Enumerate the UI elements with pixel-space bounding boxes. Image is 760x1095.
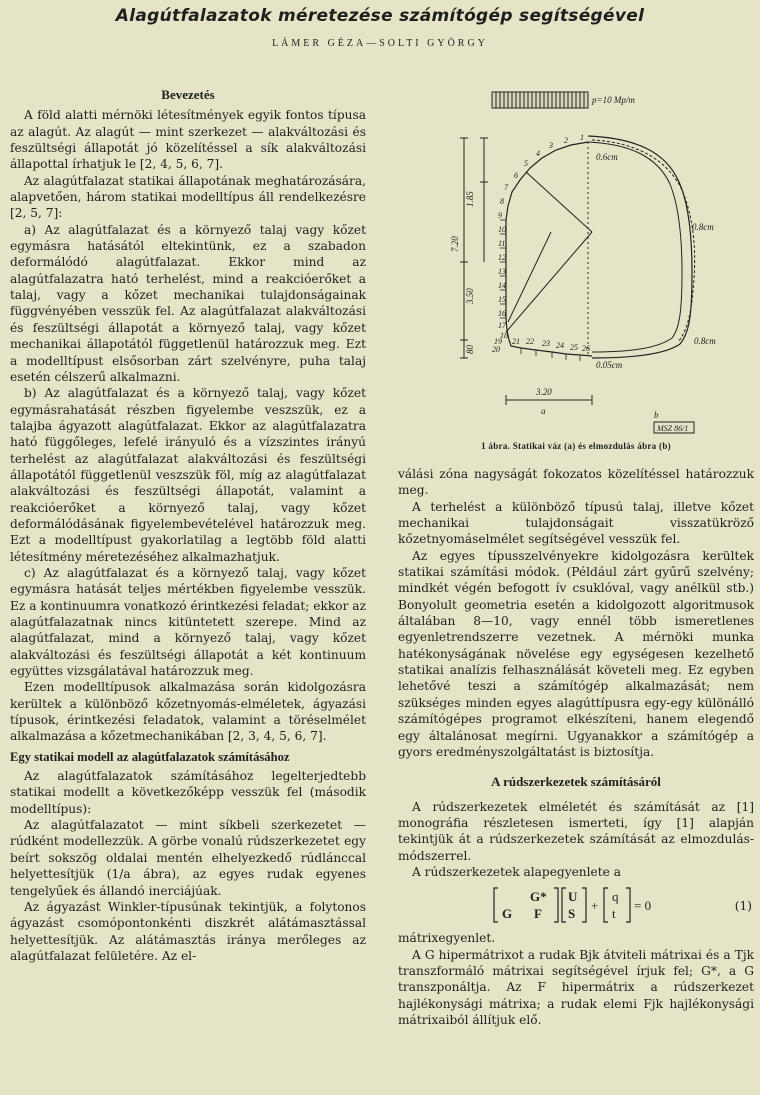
node-label: 10 xyxy=(498,225,506,234)
node-label: 9 xyxy=(498,211,502,220)
figure-drawing xyxy=(396,82,756,462)
paragraph: Az egyes típusszelvényekre kidolgozásra kerültek statikai számítási módok. (Például zárt gyűrű szelvény; mindkét végén befogott ív csuklóval, vagy anélkül stb.) Bonyolult geometria esetén a kidolgozott algoritmusok általában 8—10, vagy ennél több ismeretlenes egyenletrendszerre vezetnek. A mérnöki munka hatékonyságának növelése egy egységesen kezelhető statikai analízis felhasználását követeli meg. Ez egyben lehetővé teszi a számítógép alkalmazását; nem szükséges minden egyes alagúttípusra egy-egy különálló számítógépes programot elkészíteni, hanem elegendő egy általánosat megírni. Ugyanakkor a számítógép a gyors eredményszolgáltatást is biztosítja. xyxy=(398,548,754,759)
node-label: 3 xyxy=(549,141,553,150)
equation-drawing xyxy=(398,884,754,926)
tunnel-axis-polygon xyxy=(506,142,592,356)
figure-caption: 1 ábra. Statikai váz (a) és elmozdulás ábra (b) xyxy=(481,441,671,451)
dim-80-label: 80 xyxy=(465,345,475,354)
node-label: 5 xyxy=(524,159,528,168)
node-label: 21 xyxy=(512,337,520,346)
eq-plus: + xyxy=(591,898,599,914)
panel-b-label: b xyxy=(654,410,659,420)
section-heading-intro: Bevezetés xyxy=(161,87,215,102)
eq-f: F xyxy=(534,906,542,922)
dim-185-label: 1.85 xyxy=(465,191,475,207)
node-label: 19 xyxy=(494,337,502,346)
node-label: 7 xyxy=(504,183,508,192)
right-column xyxy=(398,466,754,1028)
paragraph: Az ágyazást Winkler-típusúnak tekintjük, a folytonos ágyazást csomópontonkénti diszkrét alátámasztással helyettesítjük. Az alátámasztás iránya merőleges az alagútfalazat felületére. Az el- xyxy=(10,899,366,963)
paragraph: Az alagútfalazatot — mint síkbeli szerkezetet — rúdként modellezzük. A görbe vonalú rúdszerkezetet egy beírt sokszög oldalai mentén elhelyezkedő rúdlánccal helyettesítjük (1/a ábra), az egyes rudak egyenes tengelyűek és állandó inerciájúak. xyxy=(10,818,366,898)
node-label: 18 xyxy=(500,331,508,340)
node-label: 26 xyxy=(582,344,590,353)
dim-350-label: 3.50 xyxy=(465,288,475,304)
article-authors: LÁMER GÉZA—SOLTI GYÖRGY xyxy=(272,38,488,49)
node-label: 25 xyxy=(570,343,578,352)
figure-tunnel-model xyxy=(396,82,756,462)
node-label: 8 xyxy=(500,197,504,206)
paragraph: A rúdszerkezetek alapegyenlete a xyxy=(412,864,622,879)
paragraph: A terhelést a különböző típusú talaj, illetve kőzet mechanikai tulajdonságait visszatükröző kőzetnyomáselmélet segítségével vesszük fel. xyxy=(398,499,754,547)
paragraph: mátrixegyenlet. xyxy=(398,931,496,946)
node-label: 16 xyxy=(498,309,506,318)
paragraph: c) Az alagútfalazat és a környező talaj, vagy kőzet egymásra hatását teljes mértékben figyelembe vesszük. Ez a kontinuumra vonatkozó érintkezési feladat; ekkor az alagútfalazatnak nincs kitüntetett szerepe. Mind az alagútfalazat, mind a környező talaj, vagy kőzet alakváltozási és feszültségi állapotát a két kontinuum együttes vizsgálatával határozzuk meg. xyxy=(10,565,366,679)
thickness-low-label: 0.8cm xyxy=(694,336,716,346)
stamp-text: MSZ 86/1 xyxy=(657,424,689,433)
paragraph: válási zóna nagyságát fokozatos közelítéssel határozzuk meg. xyxy=(398,467,754,498)
node-label: 11 xyxy=(498,239,506,248)
node-label: 4 xyxy=(536,149,540,158)
thickness-side-label: 0.8cm xyxy=(692,222,714,232)
load-label: p=10 Mp/m xyxy=(592,95,635,105)
paragraph: Az alagútfalazatok számításához legelterjedtebb statikai modellt a következőképp vesszük fel (második modelltípus): xyxy=(10,769,366,816)
equation-1 xyxy=(398,884,754,926)
node-label: 2 xyxy=(564,136,568,145)
tunnel-lining-inner xyxy=(588,142,682,352)
eq-g: G xyxy=(502,906,513,922)
equation-number: (1) xyxy=(734,899,752,914)
eq-s: S xyxy=(568,906,576,922)
panel-a-label: a xyxy=(541,406,546,416)
thickness-bottom-label: 0.05cm xyxy=(596,360,623,370)
dim-320-label: 3.20 xyxy=(536,387,552,397)
paragraph: Ezen modelltípusok alkalmazása során kidolgozásra kerültek a különböző kőzetnyomás-elméletek, ágyazási típusok, érintkezési feladatok, valamint a töréselmélet alkalmazása a kőzetmechanikában [2, 3, 4, 5, 6, 7]. xyxy=(10,680,366,744)
eq-t: t xyxy=(612,906,616,922)
eq-q: q xyxy=(612,889,619,905)
node-label: 13 xyxy=(498,267,506,276)
article-title: Alagútfalazatok méretezése számítógép segítségével xyxy=(115,6,645,26)
eq-rhs: = 0 xyxy=(634,898,652,914)
node-label: 12 xyxy=(498,253,506,262)
tunnel-lining-outer xyxy=(588,136,692,358)
paragraph: A G hipermátrixot a rudak Bjk átviteli mátrixai és a Tjk transzformáló mátrixai segítségével írjuk fel; G*, a G transzponáltja. Az F hipermátrix a rúdszerkezet hajlékonysági mátrixa; a rudak elemi Fjk hajlékonysági mátrixaiból állítjuk elő. xyxy=(398,947,754,1027)
section-heading-rods: A rúdszerkezetek számításáról xyxy=(491,774,661,790)
thickness-top-label: 0.6cm xyxy=(596,152,618,162)
node-label: 6 xyxy=(514,171,518,180)
paragraph: Az alagútfalazat statikai állapotának meghatározására, alapvetően, három statikai modelltípus áll rendelkezésre [2, 5, 7]: xyxy=(10,173,366,221)
node-label: 14 xyxy=(498,281,506,290)
node-label: 15 xyxy=(498,295,506,304)
displacement-curve xyxy=(592,140,695,342)
node-label: 22 xyxy=(526,337,534,346)
node-label: 24 xyxy=(556,341,564,350)
paragraph: a) Az alagútfalazat és a környező talaj vagy kőzet egymásra hatásától eltekintünk, ez a szabadon deformálódó alagútfalazat. Ekkor mind az alagútfalazatra ható terhelést, mind a reakcióerőket a talaj, vagy a kőzet mechanikai tulajdonságainak függvényében vesszük fel. Az alagútfalazat alakváltozási és feszültségi állapotát a környező talaj, vagy kőzet mechanikai állapotától függetlenül határozzuk meg. Ezt a modelltípust elsősorban zárt szelvényre, puha talaj esetén célszerű alkalmazni. xyxy=(10,222,366,384)
node-label: 17 xyxy=(498,321,506,330)
node-label: 20 xyxy=(492,345,500,354)
eq-gstar: G* xyxy=(530,889,547,905)
paragraph: b) Az alagútfalazat és a környező talaj, vagy kőzet egymásrahatását részben figyelembe veszszük, ez a talajba ágyazott alagútfalazat. Ekkor az alagútfalazatra ható függőleges, lefelé irányuló és a vízszintes irányú terhelést az alagútfalazat alakváltozási és feszültségi állapotától függetlenül veszszük föl, míg az alagútfalazat alakváltozási és feszültségi állapotát, valamint a reakcióerőket a környező talaj, vagy kőzet deformálódásának figyelembevételével határozzuk meg. Ezt a modelltípust gyakorlatilag a legtöbb föld alatti létesítmény méretezéséhez alkalmazhatjuk. xyxy=(10,386,366,564)
left-column xyxy=(10,87,366,964)
node-label: 1 xyxy=(580,133,584,142)
dim-720-label: 7.20 xyxy=(450,236,460,252)
paragraph: A föld alatti mérnöki létesítmények egyik fontos típusa az alagút. Az alagút — mint szerkezet — alakváltozási és feszültségi állapotát jó közelítéssel a sík alakváltozási állapottal írhatjuk le [2, 4, 5, 6, 7]. xyxy=(10,108,366,172)
eq-u: U xyxy=(568,889,578,905)
section-heading-model: Egy statikai modell az alagútfalazatok számításához xyxy=(10,749,290,764)
paragraph: A rúdszerkezetek elméletét és számítását az [1] monográfia részletesen ismerteti, így [1] alapján tekintjük át a rúdszerkezetek számítását az elmozdulás-módszerrel. xyxy=(398,799,754,863)
node-label: 23 xyxy=(542,339,550,348)
